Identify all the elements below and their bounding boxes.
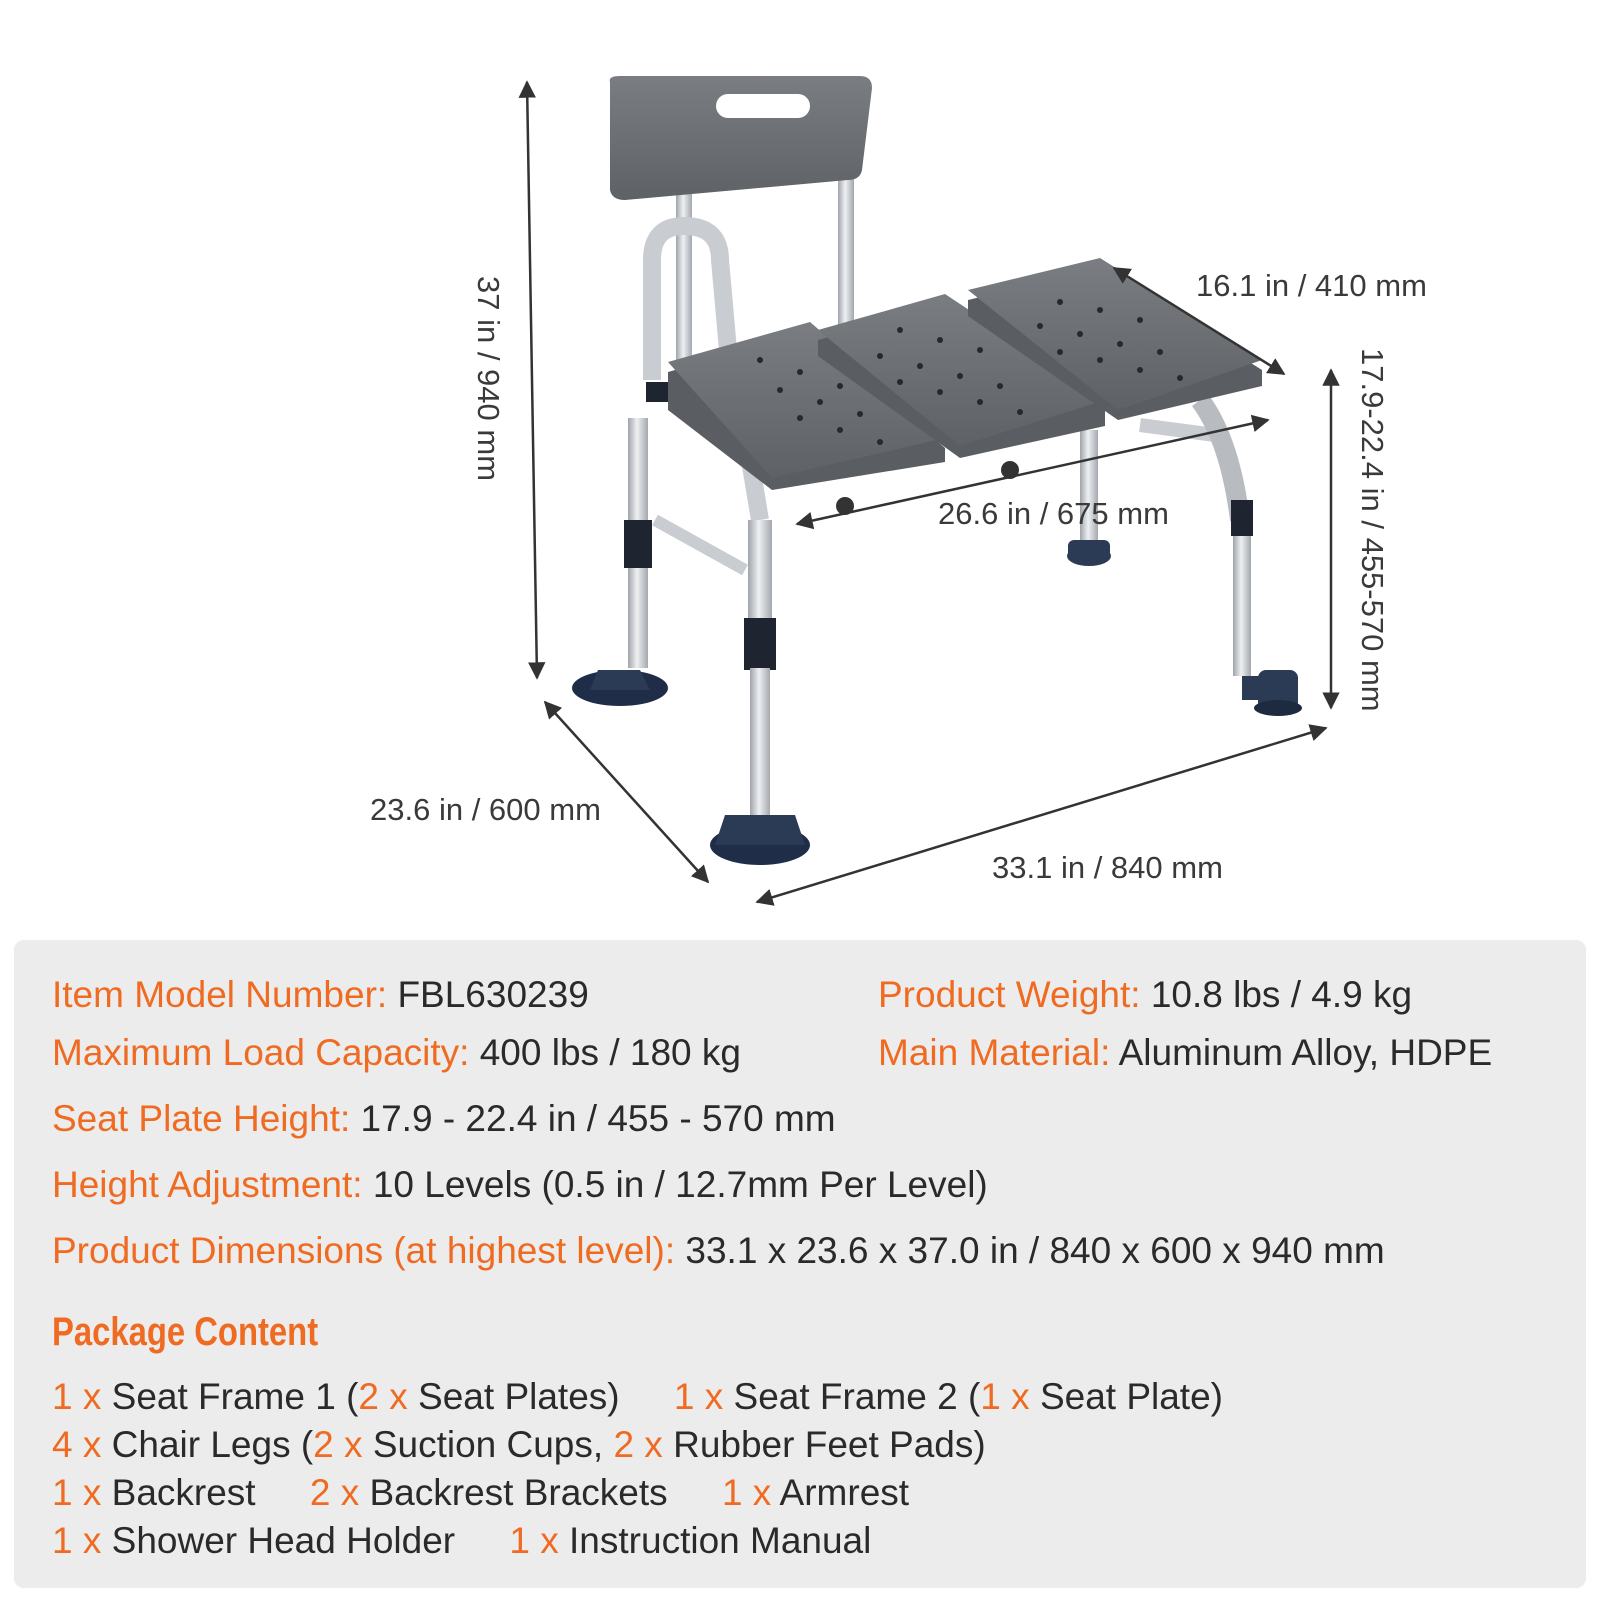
item-name: Seat Plate) [1039, 1376, 1223, 1417]
item-qty: 1 x [980, 1376, 1030, 1417]
front-right-leg [1200, 400, 1302, 716]
item-qty: 1 x [509, 1520, 559, 1561]
item-qty: 1 x [52, 1520, 102, 1561]
package-line-1 [52, 1376, 1267, 1418]
package-item-shower-head-holder [52, 1520, 455, 1561]
spec-model-label: Item Model Number: [52, 974, 388, 1015]
item-name: Instruction Manual [569, 1520, 872, 1561]
height-dimension-label: 37 in / 940 mm [471, 276, 506, 482]
spec-weight-label: Product Weight: [878, 974, 1141, 1015]
spec-model [52, 974, 589, 1016]
spec-material-label: Main Material: [878, 1032, 1111, 1073]
seat-width-dimension-label: 26.6 in / 675 mm [938, 496, 1169, 531]
spec-adjustment-label: Height Adjustment: [52, 1164, 363, 1205]
spec-product-dims [52, 1230, 1385, 1272]
item-name: Armrest [779, 1472, 910, 1513]
item-qty: 4 x [52, 1424, 102, 1465]
item-name: Rubber Feet Pads) [673, 1424, 986, 1465]
width-dimension-label: 33.1 in / 840 mm [992, 850, 1223, 885]
package-line-3 [52, 1472, 953, 1514]
package-item-seat-frame-1 [52, 1376, 620, 1417]
spec-load-value: 400 lbs / 180 kg [479, 1032, 741, 1073]
package-line-4 [52, 1520, 915, 1562]
spec-seat-height [52, 1098, 836, 1140]
spec-seat-height-label: Seat Plate Height: [52, 1098, 351, 1139]
package-item-backrest [52, 1472, 256, 1513]
item-name: Backrest Brackets [369, 1472, 668, 1513]
item-qty: 1 x [673, 1376, 724, 1417]
item-name: Seat Frame 2 ( [733, 1376, 981, 1417]
seat-height-dimension-label: 17.9-22.4 in / 455-570 mm [1355, 348, 1390, 712]
package-item-instruction-manual [509, 1520, 871, 1561]
spec-adjustment [52, 1164, 988, 1206]
package-item-armrest [722, 1472, 909, 1513]
package-item-backrest-brackets [310, 1472, 668, 1513]
item-qty: 1 x [52, 1376, 102, 1417]
item-qty: 2 x [613, 1424, 663, 1465]
item-name: Chair Legs ( [111, 1424, 314, 1465]
spec-load-label: Maximum Load Capacity: [52, 1032, 470, 1073]
seat-depth-dimension-label: 16.1 in / 410 mm [1196, 268, 1427, 303]
spec-weight [878, 974, 1412, 1016]
package-item-seat-frame-2 [674, 1376, 1223, 1417]
depth-dimension-label: 23.6 in / 600 mm [370, 792, 601, 827]
spec-material [878, 1032, 1492, 1074]
specifications-panel [14, 940, 1586, 1588]
seat-panels [646, 258, 1262, 515]
item-name: Seat Frame 1 ( [111, 1376, 359, 1417]
item-name: Suction Cups, [372, 1424, 614, 1465]
spec-product-dims-value: 33.1 x 23.6 x 37.0 in / 840 x 600 x 940 mm [685, 1230, 1385, 1271]
item-qty: 1 x [721, 1472, 772, 1513]
spec-model-value: FBL630239 [397, 974, 589, 1015]
package-line-2 [52, 1424, 986, 1466]
spec-material-value: Aluminum Alloy, HDPE [1118, 1032, 1493, 1073]
item-name: Seat Plates) [418, 1376, 620, 1417]
spec-product-dims-label: Product Dimensions (at highest level): [52, 1230, 676, 1271]
package-content-heading: Package Content [52, 1310, 319, 1354]
spec-adjustment-value: 10 Levels (0.5 in / 12.7mm Per Level) [372, 1164, 988, 1205]
item-qty: 1 x [52, 1472, 102, 1513]
item-name: Backrest [111, 1472, 256, 1513]
item-qty: 2 x [313, 1424, 363, 1465]
item-qty: 2 x [309, 1472, 360, 1513]
item-qty: 2 x [358, 1376, 408, 1417]
spec-weight-value: 10.8 lbs / 4.9 kg [1150, 974, 1413, 1015]
height-arrow [527, 82, 537, 678]
item-name: Shower Head Holder [111, 1520, 456, 1561]
spec-load [52, 1032, 741, 1074]
spec-seat-height-value: 17.9 - 22.4 in / 455 - 570 mm [360, 1098, 836, 1139]
